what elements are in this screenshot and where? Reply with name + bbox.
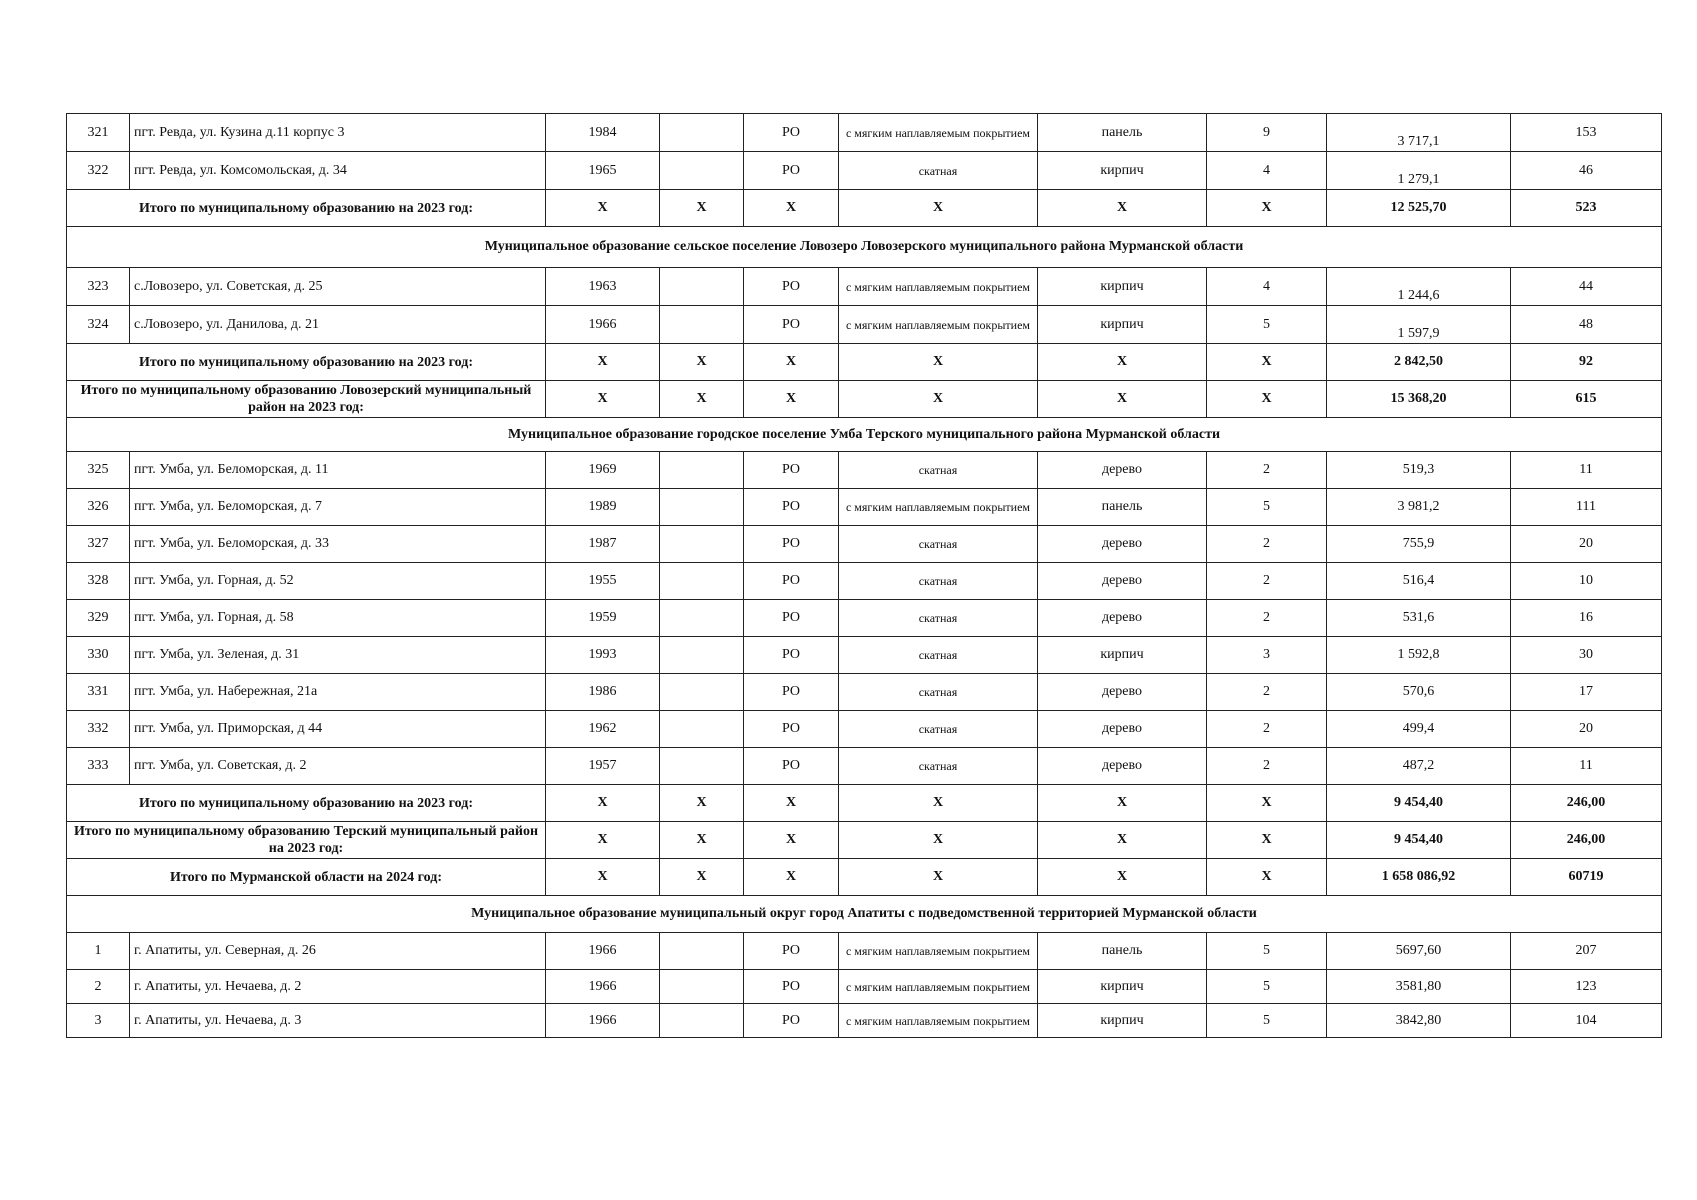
row-form: РО <box>744 1004 839 1038</box>
row-form: РО <box>744 563 839 600</box>
row-walls: дерево <box>1038 452 1207 489</box>
row-residents: 46 <box>1511 152 1662 190</box>
total-x-mark: X <box>660 381 744 418</box>
section-title: Муниципальное образование муниципальный округ город Апатиты с подведомственной территорией Мурманской области <box>67 896 1662 933</box>
row-number: 327 <box>67 526 130 563</box>
total-label: Итого по муниципальному образованию на 2023 год: <box>67 785 546 822</box>
row-walls: панель <box>1038 489 1207 526</box>
total-row <box>67 190 1662 227</box>
row-number: 326 <box>67 489 130 526</box>
total-residents: 246,00 <box>1511 822 1662 859</box>
row-form: РО <box>744 674 839 711</box>
row-year: 1966 <box>546 1004 660 1038</box>
table-row <box>67 152 1662 190</box>
row-number: 329 <box>67 600 130 637</box>
row-address: пгт. Умба, ул. Беломорская, д. 7 <box>130 489 546 526</box>
row-form: РО <box>744 933 839 970</box>
total-label: Итого по Мурманской области на 2024 год: <box>67 859 546 896</box>
row-blank <box>660 452 744 489</box>
row-walls: кирпич <box>1038 268 1207 306</box>
row-area: 531,6 <box>1327 600 1511 637</box>
row-form: РО <box>744 268 839 306</box>
row-number: 332 <box>67 711 130 748</box>
row-form: РО <box>744 637 839 674</box>
row-area: 570,6 <box>1327 674 1511 711</box>
row-floors: 2 <box>1207 526 1327 563</box>
total-x-mark: X <box>546 822 660 859</box>
row-year: 1962 <box>546 711 660 748</box>
row-roof: скатная <box>839 563 1038 600</box>
total-x-mark: X <box>546 190 660 227</box>
row-number: 328 <box>67 563 130 600</box>
row-number: 322 <box>67 152 130 190</box>
total-x-mark: X <box>660 859 744 896</box>
row-area: 499,4 <box>1327 711 1511 748</box>
row-residents: 11 <box>1511 748 1662 785</box>
total-area: 1 658 086,92 <box>1327 859 1511 896</box>
row-walls: панель <box>1038 933 1207 970</box>
total-label: Итого по муниципальному образованию на 2023 год: <box>67 344 546 381</box>
table-row <box>67 526 1662 563</box>
table-row <box>67 1004 1662 1038</box>
row-blank <box>660 1004 744 1038</box>
row-floors: 9 <box>1207 114 1327 152</box>
row-address: г. Апатиты, ул. Нечаева, д. 3 <box>130 1004 546 1038</box>
total-area: 9 454,40 <box>1327 822 1511 859</box>
row-form: РО <box>744 452 839 489</box>
total-x-mark: X <box>1207 381 1327 418</box>
row-residents: 30 <box>1511 637 1662 674</box>
row-year: 1965 <box>546 152 660 190</box>
total-x-mark: X <box>1207 822 1327 859</box>
total-x-mark: X <box>839 381 1038 418</box>
table-row <box>67 489 1662 526</box>
row-form: РО <box>744 748 839 785</box>
row-area: 1 279,1 <box>1327 152 1511 190</box>
total-x-mark: X <box>1207 190 1327 227</box>
row-roof: с мягким наплавляемым покрытием <box>839 306 1038 344</box>
row-floors: 2 <box>1207 452 1327 489</box>
total-x-mark: X <box>744 785 839 822</box>
row-walls: кирпич <box>1038 306 1207 344</box>
row-year: 1987 <box>546 526 660 563</box>
row-roof: скатная <box>839 711 1038 748</box>
row-year: 1966 <box>546 933 660 970</box>
row-blank <box>660 489 744 526</box>
row-blank <box>660 711 744 748</box>
row-address: пгт. Умба, ул. Беломорская, д. 33 <box>130 526 546 563</box>
total-x-mark: X <box>660 822 744 859</box>
section-header-row <box>67 418 1662 452</box>
row-roof: скатная <box>839 600 1038 637</box>
row-area: 5697,60 <box>1327 933 1511 970</box>
row-walls: дерево <box>1038 600 1207 637</box>
row-roof: с мягким наплавляемым покрытием <box>839 114 1038 152</box>
total-x-mark: X <box>1207 859 1327 896</box>
table-row <box>67 637 1662 674</box>
total-area: 15 368,20 <box>1327 381 1511 418</box>
row-area: 3581,80 <box>1327 970 1511 1004</box>
total-area: 12 525,70 <box>1327 190 1511 227</box>
row-form: РО <box>744 526 839 563</box>
total-x-mark: X <box>839 859 1038 896</box>
section-title: Муниципальное образование сельское поселение Ловозеро Ловозерского муниципального района Мурманской области <box>67 227 1662 268</box>
row-residents: 111 <box>1511 489 1662 526</box>
row-number: 330 <box>67 637 130 674</box>
row-blank <box>660 268 744 306</box>
row-year: 1957 <box>546 748 660 785</box>
row-roof: скатная <box>839 674 1038 711</box>
row-area: 516,4 <box>1327 563 1511 600</box>
total-x-mark: X <box>839 190 1038 227</box>
table-row <box>67 268 1662 306</box>
row-form: РО <box>744 600 839 637</box>
total-x-mark: X <box>839 822 1038 859</box>
row-floors: 4 <box>1207 268 1327 306</box>
section-header-row <box>67 227 1662 268</box>
row-roof: с мягким наплавляемым покрытием <box>839 970 1038 1004</box>
row-number: 2 <box>67 970 130 1004</box>
row-roof: с мягким наплавляемым покрытием <box>839 489 1038 526</box>
row-form: РО <box>744 114 839 152</box>
row-walls: дерево <box>1038 563 1207 600</box>
row-walls: дерево <box>1038 711 1207 748</box>
row-residents: 16 <box>1511 600 1662 637</box>
row-floors: 2 <box>1207 674 1327 711</box>
row-roof: скатная <box>839 526 1038 563</box>
row-year: 1989 <box>546 489 660 526</box>
row-form: РО <box>744 152 839 190</box>
total-x-mark: X <box>660 190 744 227</box>
total-x-mark: X <box>744 344 839 381</box>
row-area: 1 244,6 <box>1327 268 1511 306</box>
row-address: пгт. Ревда, ул. Комсомольская, д. 34 <box>130 152 546 190</box>
total-residents: 615 <box>1511 381 1662 418</box>
total-x-mark: X <box>839 344 1038 381</box>
row-area: 1 592,8 <box>1327 637 1511 674</box>
row-blank <box>660 637 744 674</box>
row-floors: 5 <box>1207 933 1327 970</box>
row-number: 331 <box>67 674 130 711</box>
row-address: пгт. Умба, ул. Набережная, 21а <box>130 674 546 711</box>
total-x-mark: X <box>1038 822 1207 859</box>
row-floors: 5 <box>1207 1004 1327 1038</box>
total-x-mark: X <box>1038 190 1207 227</box>
table-row <box>67 600 1662 637</box>
row-blank <box>660 114 744 152</box>
row-residents: 17 <box>1511 674 1662 711</box>
row-residents: 20 <box>1511 526 1662 563</box>
row-address: пгт. Умба, ул. Беломорская, д. 11 <box>130 452 546 489</box>
row-blank <box>660 600 744 637</box>
row-area: 1 597,9 <box>1327 306 1511 344</box>
table-row <box>67 674 1662 711</box>
row-year: 1966 <box>546 306 660 344</box>
total-x-mark: X <box>744 190 839 227</box>
row-roof: скатная <box>839 637 1038 674</box>
total-label: Итого по муниципальному образованию Терский муниципальный район на 2023 год: <box>67 822 546 859</box>
row-floors: 2 <box>1207 748 1327 785</box>
row-area: 755,9 <box>1327 526 1511 563</box>
row-residents: 44 <box>1511 268 1662 306</box>
row-floors: 2 <box>1207 563 1327 600</box>
row-roof: с мягким наплавляемым покрытием <box>839 268 1038 306</box>
row-roof: с мягким наплавляемым покрытием <box>839 1004 1038 1038</box>
row-number: 333 <box>67 748 130 785</box>
section-title: Муниципальное образование городское поселение Умба Терского муниципального района Мурманской области <box>67 418 1662 452</box>
row-number: 325 <box>67 452 130 489</box>
row-residents: 20 <box>1511 711 1662 748</box>
row-number: 323 <box>67 268 130 306</box>
row-form: РО <box>744 970 839 1004</box>
row-floors: 3 <box>1207 637 1327 674</box>
row-address: с.Ловозеро, ул. Советская, д. 25 <box>130 268 546 306</box>
total-row <box>67 785 1662 822</box>
row-form: РО <box>744 306 839 344</box>
row-blank <box>660 748 744 785</box>
total-x-mark: X <box>1207 344 1327 381</box>
row-address: пгт. Умба, ул. Горная, д. 52 <box>130 563 546 600</box>
row-residents: 123 <box>1511 970 1662 1004</box>
total-row <box>67 822 1662 859</box>
table-row <box>67 748 1662 785</box>
total-x-mark: X <box>1038 344 1207 381</box>
row-walls: кирпич <box>1038 1004 1207 1038</box>
row-floors: 5 <box>1207 970 1327 1004</box>
row-roof: скатная <box>839 452 1038 489</box>
total-area: 9 454,40 <box>1327 785 1511 822</box>
total-x-mark: X <box>744 859 839 896</box>
row-address: пгт. Ревда, ул. Кузина д.11 корпус 3 <box>130 114 546 152</box>
row-address: с.Ловозеро, ул. Данилова, д. 21 <box>130 306 546 344</box>
total-x-mark: X <box>744 822 839 859</box>
total-x-mark: X <box>1038 785 1207 822</box>
row-year: 1986 <box>546 674 660 711</box>
row-roof: скатная <box>839 152 1038 190</box>
row-year: 1984 <box>546 114 660 152</box>
row-blank <box>660 563 744 600</box>
row-year: 1993 <box>546 637 660 674</box>
row-floors: 5 <box>1207 306 1327 344</box>
row-address: пгт. Умба, ул. Советская, д. 2 <box>130 748 546 785</box>
row-number: 1 <box>67 933 130 970</box>
row-area: 3 717,1 <box>1327 114 1511 152</box>
total-x-mark: X <box>660 785 744 822</box>
total-x-mark: X <box>546 344 660 381</box>
row-year: 1955 <box>546 563 660 600</box>
total-x-mark: X <box>1038 381 1207 418</box>
row-address: г. Апатиты, ул. Нечаева, д. 2 <box>130 970 546 1004</box>
total-residents: 246,00 <box>1511 785 1662 822</box>
total-x-mark: X <box>546 785 660 822</box>
row-blank <box>660 674 744 711</box>
row-number: 3 <box>67 1004 130 1038</box>
row-residents: 207 <box>1511 933 1662 970</box>
table-row <box>67 563 1662 600</box>
row-residents: 153 <box>1511 114 1662 152</box>
table-body <box>67 114 1662 1038</box>
row-walls: кирпич <box>1038 637 1207 674</box>
total-label: Итого по муниципальному образованию на 2023 год: <box>67 190 546 227</box>
total-x-mark: X <box>546 859 660 896</box>
row-blank <box>660 152 744 190</box>
row-walls: кирпич <box>1038 970 1207 1004</box>
total-x-mark: X <box>744 381 839 418</box>
row-address: пгт. Умба, ул. Зеленая, д. 31 <box>130 637 546 674</box>
row-number: 324 <box>67 306 130 344</box>
total-row <box>67 344 1662 381</box>
row-roof: с мягким наплавляемым покрытием <box>839 933 1038 970</box>
total-row <box>67 381 1662 418</box>
row-blank <box>660 933 744 970</box>
row-area: 487,2 <box>1327 748 1511 785</box>
row-area: 519,3 <box>1327 452 1511 489</box>
row-walls: панель <box>1038 114 1207 152</box>
row-blank <box>660 526 744 563</box>
total-residents: 523 <box>1511 190 1662 227</box>
row-walls: дерево <box>1038 748 1207 785</box>
table-row <box>67 933 1662 970</box>
row-form: РО <box>744 489 839 526</box>
table-row <box>67 114 1662 152</box>
total-residents: 92 <box>1511 344 1662 381</box>
row-year: 1969 <box>546 452 660 489</box>
row-address: пгт. Умба, ул. Горная, д. 58 <box>130 600 546 637</box>
table-row <box>67 711 1662 748</box>
row-number: 321 <box>67 114 130 152</box>
row-blank <box>660 970 744 1004</box>
row-floors: 4 <box>1207 152 1327 190</box>
row-address: г. Апатиты, ул. Северная, д. 26 <box>130 933 546 970</box>
table-row <box>67 452 1662 489</box>
row-floors: 5 <box>1207 489 1327 526</box>
total-x-mark: X <box>1038 859 1207 896</box>
row-residents: 104 <box>1511 1004 1662 1038</box>
row-walls: дерево <box>1038 674 1207 711</box>
row-residents: 11 <box>1511 452 1662 489</box>
total-residents: 60719 <box>1511 859 1662 896</box>
row-address: пгт. Умба, ул. Приморская, д 44 <box>130 711 546 748</box>
row-area: 3842,80 <box>1327 1004 1511 1038</box>
row-year: 1959 <box>546 600 660 637</box>
row-blank <box>660 306 744 344</box>
total-x-mark: X <box>660 344 744 381</box>
row-walls: дерево <box>1038 526 1207 563</box>
row-roof: скатная <box>839 748 1038 785</box>
table-row <box>67 306 1662 344</box>
housing-table <box>66 113 1662 1038</box>
row-year: 1966 <box>546 970 660 1004</box>
total-x-mark: X <box>839 785 1038 822</box>
table-row <box>67 970 1662 1004</box>
row-form: РО <box>744 711 839 748</box>
row-walls: кирпич <box>1038 152 1207 190</box>
row-floors: 2 <box>1207 600 1327 637</box>
row-residents: 48 <box>1511 306 1662 344</box>
total-x-mark: X <box>1207 785 1327 822</box>
total-label: Итого по муниципальному образованию Ловозерский муниципальный район на 2023 год: <box>67 381 546 418</box>
total-row <box>67 859 1662 896</box>
section-header-row <box>67 896 1662 933</box>
row-floors: 2 <box>1207 711 1327 748</box>
row-area: 3 981,2 <box>1327 489 1511 526</box>
row-residents: 10 <box>1511 563 1662 600</box>
total-area: 2 842,50 <box>1327 344 1511 381</box>
row-year: 1963 <box>546 268 660 306</box>
total-x-mark: X <box>546 381 660 418</box>
